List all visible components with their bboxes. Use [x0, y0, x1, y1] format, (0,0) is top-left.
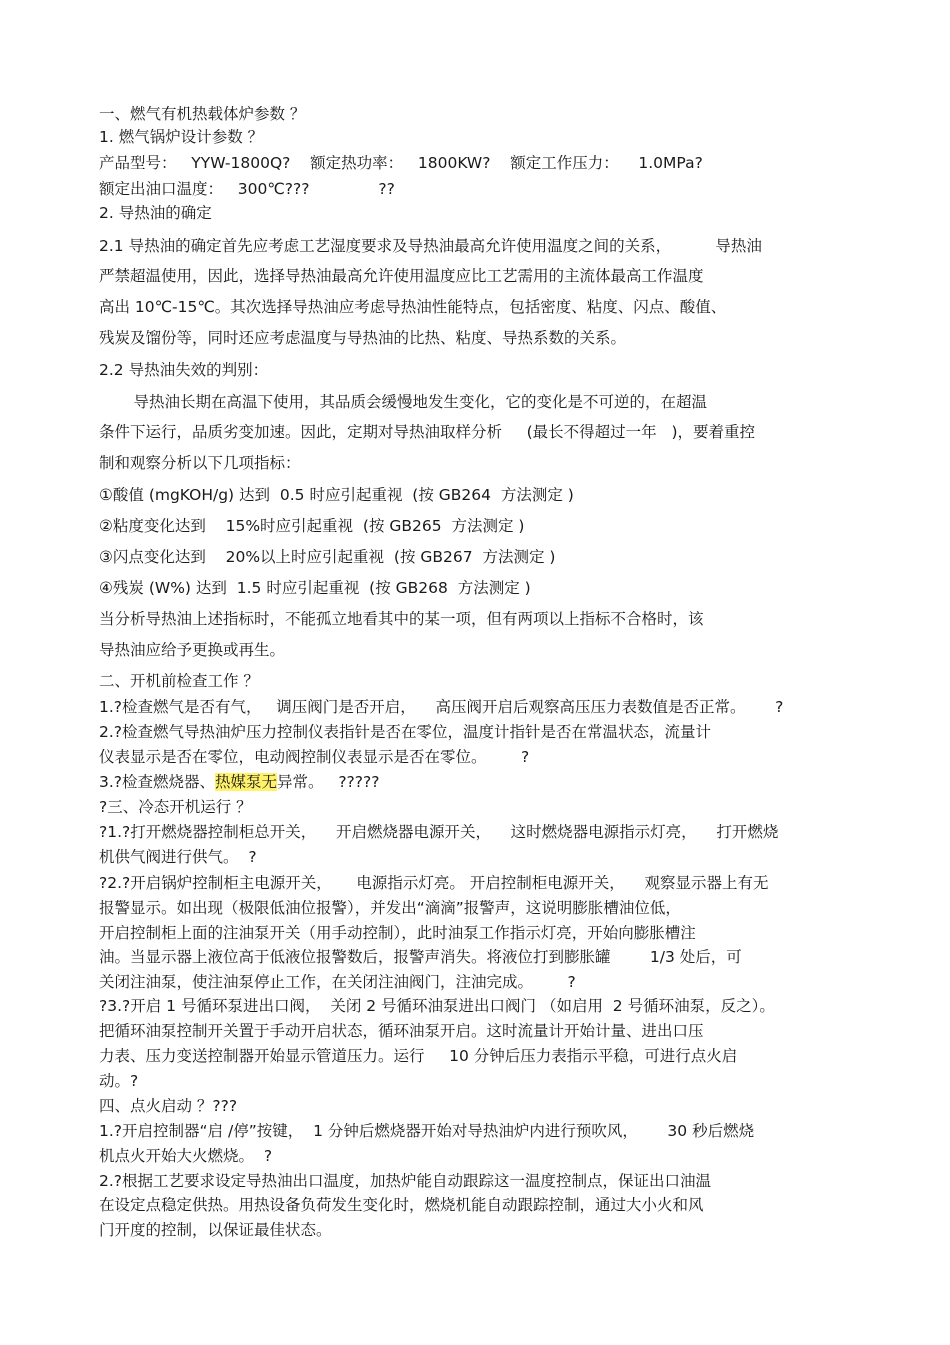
- text-line: [99, 772, 379, 792]
- text-line: 门开度的控制，以保证最佳状态。: [99, 1221, 332, 1239]
- text-line: 报警显示。如出现（极限低油位报警），并发出“滴滴”报警声，这说明膨胀槽油位低，: [99, 899, 681, 917]
- text-line: 油。当显示器上液位高于低液位报警数后，报警声消失。将液位打到膨胀罐 1/3 处后，可: [99, 948, 742, 966]
- text-line: 机供气阀进行供气。 ?: [99, 848, 257, 866]
- text-line: 导热油应给予更换或再生。: [99, 641, 286, 659]
- text-line: 导热油长期在高温下使用，其品质会缓慢地发生变化，它的变化是不可逆的，在超温: [99, 393, 707, 411]
- heading-3: ?三、冷态开机运行 ？: [99, 798, 252, 816]
- list-item: ①酸值 (mgKOH/g) 达到 0.5 时应引起重视 (按 GB264 方法测定 ): [99, 486, 574, 504]
- text-line: ?2.?开启锅炉控制柜主电源开关， 电源指示灯亮。 开启控制柜电源开关， 观察显示器上有无: [99, 874, 769, 892]
- subheading-1-1: 1. 燃气锅炉设计参数 ？: [99, 128, 264, 146]
- text-line: ?1.?打开燃烧器控制柜总开关， 开启燃烧器电源开关， 这时燃烧器电源指示灯亮， 打开燃烧: [99, 823, 779, 841]
- text-line: ?3.?开启 1 号循环泵进出口阀， 关闭 2 号循环油泵进出口阀门 （如启用 2 号循环油泵，反之）。: [99, 997, 775, 1015]
- subheading-2-2: 2.2 导热油失效的判别：: [99, 361, 269, 379]
- subheading-2: 2. 导热油的确定: [99, 204, 212, 222]
- text-line: 产品型号： YYW-1800Q? 额定热功率： 1800KW? 额定工作压力： 1.0MPa?: [99, 154, 703, 172]
- text-line: 1.?开启控制器“启 /停”按键， 1 分钟后燃烧器开始对导热油炉内进行预吹风， 30 秒后燃烧: [99, 1122, 755, 1140]
- text-segment: 3.?检查燃烧器、: [99, 773, 216, 791]
- heading-2: 二、开机前检查工作 ？: [99, 672, 259, 690]
- text-line: 动。?: [99, 1072, 139, 1090]
- text-segment: 异常。 ?????: [277, 773, 380, 791]
- text-line: 在设定点稳定供热。用热设备负荷发生变化时，燃烧机能自动跟踪控制，通过大小火和风: [99, 1196, 704, 1214]
- text-line: 残炭及馏份等，同时还应考虑温度与导热油的比热、粘度、导热系数的关系。: [99, 329, 627, 347]
- text-line: 1.?检查燃气是否有气， 调压阀门是否开启， 高压阀开启后观察高压压力表数值是否正常。 ?: [99, 698, 784, 716]
- text-line: 额定出油口温度： 300℃??? ??: [99, 180, 395, 198]
- heading-1: 一、燃气有机热载体炉参数 ？: [99, 105, 306, 123]
- text-line: 严禁超温使用，因此，选择导热油最高允许使用温度应比工艺需用的主流体最高工作温度: [99, 267, 704, 285]
- text-line: 2.?根据工艺要求设定导热油出口温度，加热炉能自动跟踪这一温度控制点，保证出口油温: [99, 1172, 712, 1190]
- text-line: 高出 10℃-15℃。其次选择导热油应考虑导热油性能特点，包括密度、粘度、闪点、酸值、: [99, 298, 727, 316]
- heading-4: 四、点火启动 ？???: [99, 1097, 238, 1115]
- text-line: 条件下运行，品质劣变加速。因此，定期对导热油取样分析 (最长不得超过一年 )，要着重控: [99, 423, 756, 441]
- list-item: ④残炭 (W%) 达到 1.5 时应引起重视 (按 GB268 方法测定 ): [99, 579, 531, 597]
- list-item: ②粘度变化达到 15%时应引起重视 (按 GB265 方法测定 ): [99, 517, 525, 535]
- text-line: 2.?检查燃气导热油炉压力控制仪表指针是否在零位，温度计指针是否在常温状态，流量计: [99, 723, 712, 741]
- text-line: 力表、压力变送控制器开始显示管道压力。运行 10 分钟后压力表指示平稳，可进行点火启: [99, 1047, 738, 1065]
- text-line: 2.1 导热油的确定首先应考虑工艺湿度要求及导热油最高允许使用温度之间的关系， 导热油: [99, 237, 762, 255]
- text-line: 仪表显示是否在零位，电动阀控制仪表显示是否在零位。 ?: [99, 748, 530, 766]
- text-line: 机点火开始大火燃烧。 ?: [99, 1147, 273, 1165]
- text-line: 关闭注油泵，使注油泵停止工作，在关闭注油阀门，注油完成。 ?: [99, 973, 576, 991]
- text-line: 制和观察分析以下几项指标：: [99, 454, 301, 472]
- list-item: ③闪点变化达到 20%以上时应引起重视 (按 GB267 方法测定 ): [99, 548, 556, 566]
- text-line: 开启控制柜上面的注油泵开关（用手动控制），此时油泵工作指示灯亮，开始向膨胀槽注: [99, 924, 696, 942]
- text-line: 当分析导热油上述指标时，不能孤立地看其中的某一项，但有两项以上指标不合格时，该: [99, 610, 704, 628]
- highlighted-text: 热媒泵无: [215, 773, 278, 791]
- text-line: 把循环油泵控制开关置于手动开启状态，循环油泵开启。这时流量计开始计量、进出口压: [99, 1022, 704, 1040]
